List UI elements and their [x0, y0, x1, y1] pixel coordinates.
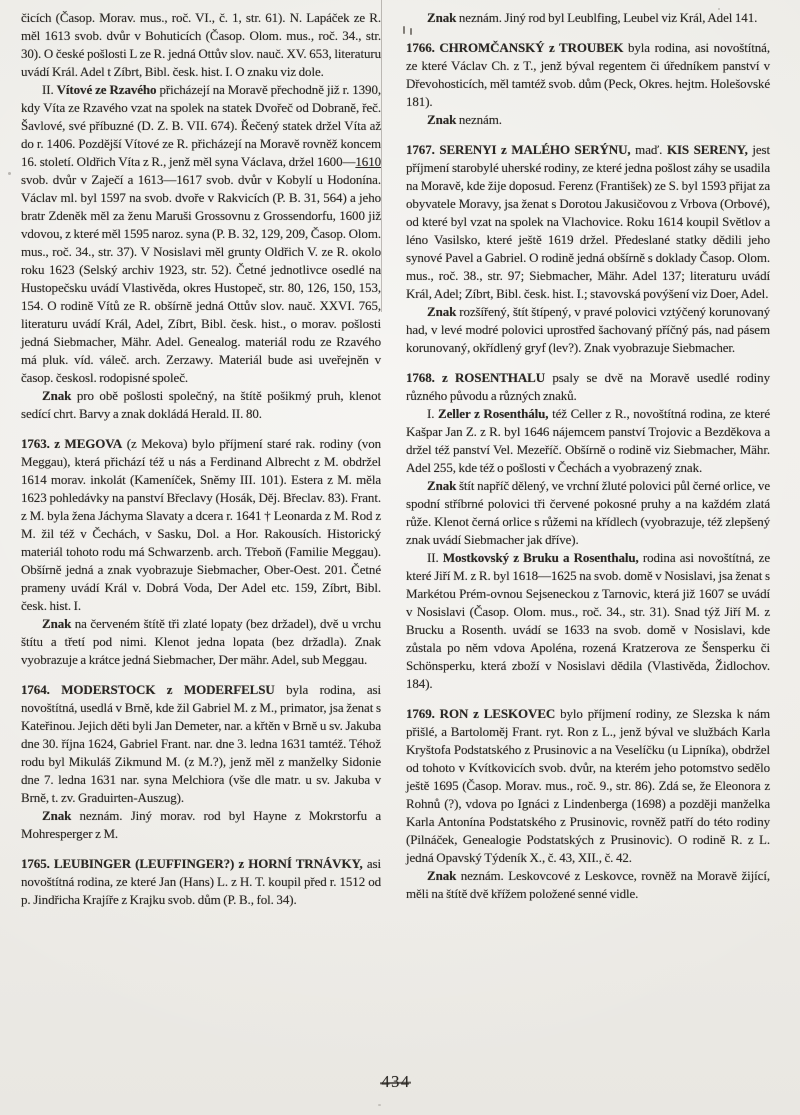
- text-run: pro obě pošlosti společný, na štítě pošikmý pruh, klenot sedící chrt. Barvy a znak dokládá Herald. II. 80.: [21, 388, 381, 421]
- entry-paragraph: [406, 705, 770, 867]
- paragraph: [21, 807, 381, 843]
- text-run: neznám.: [456, 112, 502, 127]
- paragraph: [21, 387, 381, 423]
- ink-speck: [8, 172, 11, 175]
- text-run: neznám. Jiný morav. rod byl Hayne z Mokrstorfu a Mohresperger z M.: [21, 808, 381, 841]
- ink-speck: [378, 1104, 381, 1106]
- page-footer: [0, 1072, 800, 1092]
- text-run: I.: [427, 406, 439, 421]
- text-run: maď.: [630, 142, 667, 157]
- ink-speck: [718, 8, 720, 10]
- text-run: štít napříč dělený, ve vrchní žluté polovici půl černé orlice, ve spodní stříbrné polovici tři červené pokosné pruhy a na každém zlatá růže. Klenot černá orlice s růžemi na křídlech (vyobrazuje, též zlepšený znak uvádí Siebmacher jak dříve).: [406, 478, 770, 547]
- text-run: II.: [42, 82, 57, 97]
- page-number: 434: [381, 1072, 411, 1091]
- bold-text-run: 1765. LEUBINGER (LEUFFINGER?) z HORNÍ TRNÁVKY,: [21, 856, 363, 871]
- entry-paragraph: [21, 435, 381, 615]
- text-run: 1610: [355, 154, 381, 169]
- bold-text-run: 1769. RON z LESKOVEC: [406, 706, 556, 721]
- paragraph: [406, 405, 770, 477]
- text-run: svob. dvůr v Zaječí a 1613—1617 svob. dvůr v Kobylí u Hodonína. Václav ml. byl 1597 na svob. dvoře v Rakvicích (P. B. 31, 564) a jeho bratr Zdeněk měl za ženu Maruši Grossovnu z Grossendorfu, 1600 již vdovou, z které měl 1595 naroz. syna (P. B. 32, 129, 209, Časop. Olom. mus., roč. 34., str. 37). V Nosislavi měl grunty Oldřich V. ze R. okolo roku 1623 (Selský archiv 1923, str. 52). Četné jednotlivce osedlé na Hustopečsku uvádí Vlastivěda, okres Hustopeč, str. 80, 126, 150, 153, 154. O rodině Vítů ze R. obšírně jedná Ottův slov. nauč. XXVI. 765, literaturu uvádí Král, Adel, Zíbrt, Bibl. česk. hist., o morav. pošlosti jedná Siebmacher, Mähr. Adel. Genealog. materiál rodu ze Rzavého má pluk. víd. váleč. arch. Zerzawy. Materiál bude asi uveřejněn v časop. českosl. rodopisné společ.: [21, 172, 381, 385]
- bold-text-run: KIS SERENY,: [666, 142, 748, 157]
- paragraph: [406, 111, 770, 129]
- bold-text-run: 1767. SERENYI z MALÉHO SERÝNU,: [406, 142, 631, 157]
- paragraph: [21, 615, 381, 669]
- entry-paragraph: [21, 681, 381, 807]
- bold-text-run: 1766. CHROMČANSKÝ z TROUBEK: [406, 40, 624, 55]
- bold-text-run: Znak: [427, 868, 457, 883]
- text-run: bylo příjmení rodiny, ze Slezska k nám přišlé, a Bartoloměj Frant. ryt. Ron z L., jenž býval ve službách Karla Kryštofa Podstatského z Prusinovic a na Veselíčku (u Lipníka), obdržel od tohoto v Kvítkovicích svob. dvůr, na kterém jeho potomstvo sedělo ještě 1695 (Časop. Morav. mus., roč. 9., str. 86). Zdá se, že Eleonora z Rohnů (?), vdova po Ignáci z Lindenberga (1698) a později manželka Karla Antonína Podstatského z Prusinovic, rovněž patří do této rodiny (Pilnáček, Genealogie Podstatských z Prusinovic). O rodině R. z L. jedná Opavský Týdeník X., č. 43, XII., č. 42.: [406, 706, 770, 865]
- text-run: neznám. Leskovcové z Leskovce, rovněž na Moravě žijící, měli na štítě dvě křížem položené senné vidle.: [406, 868, 770, 901]
- paragraph: [406, 9, 770, 27]
- ink-speck: [403, 26, 405, 34]
- text-run: rozšířený, štít štípený, v pravé polovici vztýčený korunovaný had, v levé modré polovici uprostřed šachovaný příčný pás, nad pásem korunovaný, okřídlený gryf (lev?). Znak vyobrazuje Siebmacher.: [406, 304, 770, 355]
- text-run: byla rodina, asi novoštítná, usedlá v Brně, kde žil Gabriel M. z M., primator, jsa ženat s Kateřinou. Jejich děti byli Jan Demeter, nar. a křtěn v Brně u sv. Jakuba dne 30. října 1624, Gabriel Frant. nar. dne 3. ledna 1631 tamtéž. Téhož rodu byl Mikuláš Zikmund M. (z M.?), jenž měl z manželky Sidonie dne 7. ledna 1631 nar. syna Melchiora (vše dle matr. u sv. Jakuba v Brně, t. zv. Graduirten-Auszug).: [21, 682, 381, 805]
- bold-text-run: Mostkovský z Bruku a Rosenthalu,: [442, 550, 639, 565]
- bold-text-run: Znak: [427, 112, 457, 127]
- paragraph: [21, 81, 381, 387]
- right-column: [406, 9, 770, 903]
- text-run: asi novoštítná rodina, ze které Jan (Hans) L. z H. T. koupil před r. 1512 od p. Jindřicha Krajíře z Krajku svob. dům (P. B., fol. 34).: [21, 856, 381, 907]
- paragraph: [406, 549, 770, 693]
- paragraph: [21, 9, 381, 81]
- bold-text-run: Znak: [42, 616, 72, 631]
- bold-text-run: Znak: [427, 10, 457, 25]
- bold-text-run: Znak: [42, 388, 72, 403]
- entry-paragraph: [406, 39, 770, 111]
- left-column: [21, 9, 381, 909]
- bold-text-run: Zeller z Rosenthálu,: [438, 406, 549, 421]
- bold-text-run: 1763. z MEGOVA: [21, 436, 123, 451]
- bold-text-run: 1764. MODERSTOCK z MODERFELSU: [21, 682, 275, 697]
- text-run: neznám. Jiný rod byl Leublfing, Leubel viz Král, Adel 141.: [456, 10, 758, 25]
- text-run: přicházejí na Moravě přechodně již r. 1390, kdy Víta ze Rzavého vzat na spolek na statek Dvořeč od Dobraně, řeč. Šavlové, své příbuzné (D. Z. B. VII. 674). Řečený statek držel Víta až do r. 1406. Pozdější Vítové ze R. přicházejí na Moravě rovněž koncem 16. století. Oldřich Víta z R., jenž měl syna Václava, držel 1600—: [21, 82, 381, 169]
- bold-text-run: Vítové ze Rzavého: [56, 82, 157, 97]
- bold-text-run: Znak: [427, 304, 457, 319]
- paragraph: [406, 303, 770, 357]
- text-run: též Celler z R., novoštítná rodina, ze které Kašpar Jan Z. z R. byl 1646 nájemcem panství Trojovic a Bezděkova a držel též panství Vel. Mezeříč. Obšírně o rodině viz Siebmacher, Mähr. Adel 255, kde též o pošlosti v Čechách a vyobrazený znak.: [406, 406, 770, 475]
- ink-speck: [410, 28, 412, 35]
- text-run: byla rodina, asi novoštítná, ze které Václav Ch. z T., jenž býval regentem či úředníkem panství v Dřevohosticích, měl tamtéž svob. dům (Peck, Okres. hejtm. Holešovské 181).: [406, 40, 770, 109]
- bold-text-run: 1768. z ROSENTHALU: [406, 370, 546, 385]
- text-run: jest příjmení starobylé uherské rodiny, ze které jedna pošlost záhy se usadila na Moravě, kde žije doposud. Ferenz (František) ze S. byl 1593 přijat za obyvatele Moravy, jsa ženat s Dorotou Jakusičovou z Vrbova (Orbové), od které byl vzat na spolek na Vlachovice. Roku 1614 koupil Světlov a léno Vasilsko, které ještě 1619 držel. Předeslané statky dědili jeho synové Pavel a Gabriel. O rodině jedná obšírně s doklady Časop. Olom. mus., roč. 38., str. 97; Siebmacher, Mähr. Adel 137; literaturu uvádí Král, Adel; Zíbrt, Bibl. česk. hist. I.; stavovská povýšení viz Doer, Adel.: [406, 142, 771, 301]
- column-divider-line: [381, 0, 382, 312]
- paragraph: [406, 867, 770, 903]
- text-run: psaly se dvě na Moravě usedlé rodiny různého původu a různých znaků.: [406, 370, 770, 403]
- paragraph: [406, 477, 770, 549]
- text-run: (z Mekova) bylo příjmení staré rak. rodiny (von Meggau), která přichází též u nás a Ferdinand Albrecht z M. obdržel 1614 morav. inkolát (Kameníček, Sněmy III. 101). Estera z M. měla 1623 pohledávky na panství Břeclavy (Hosák, Děj. Břeclav. 83). Frant. z M. byla žena Jáchyma Slavaty a dcera r. 1641 † Leonarda z M. Rod z M. žil též v Čechách, v Sasku, Dol. a Hor. Rakousích. Historický materiál tohoto rodu má Schwarzenb. arch. Třeboň (Familie Meggau). Obšírně jedná a znak vyobrazuje Siebmacher, Ober-Oest. 201. Četné prameny uvádí Král v. Dobrá Voda, Der Adel etc. 159, Zíbrt, Bibl. česk. hist. I.: [21, 436, 381, 613]
- text-run: čicích (Časop. Morav. mus., roč. VI., č. 1, str. 61). N. Lapáček ze R. měl 1613 svob. dvůr v Bohuticích (Časop. Olom. mus., roč. 34., str. 30). O české pošlosti L ze R. jedná Ottův slov. nauč. XV. 653, literaturu uvádí Král. Adel t Zíbrt, Bibl. česk. hist. I. O znaku viz dole.: [21, 10, 381, 79]
- bold-text-run: Znak: [427, 478, 457, 493]
- entry-paragraph: [21, 855, 381, 909]
- entry-paragraph: [406, 369, 770, 405]
- text-run: rodina asi novoštítná, ze které Jiří M. z R. byl 1618—1625 na svob. domě v Nosislavi, jsa ženat s Markétou Prém-ovnou Sejseneckou z Tarnovic, která již 1607 se uvádí v Nosislavi (Časop. Olom. mus., roč. 34., str. 31). Snad týž Jiří M. z Brucku a Rosenth. uvádí se 1633 na svob. domě v Nosislavi, kde zůstala po něm vdova Apoléna, rozená Kratzerova ze Šensperku či Schönsperku, která zboží v Nosislavi dědila (Vlastivěda, Židlochov. 184).: [406, 550, 770, 691]
- entry-paragraph: [406, 141, 770, 303]
- text-run: na červeném štítě tři zlaté lopaty (bez držadel), dvě u vrchu štítu a třetí pod nimi. Klenot jedna lopata (bez držadla). Znak vyobrazuje a krátce jedná Siebmacher, Der mähr. Adel, sub Meggau.: [21, 616, 381, 667]
- bold-text-run: Znak: [42, 808, 72, 823]
- text-run: II.: [427, 550, 443, 565]
